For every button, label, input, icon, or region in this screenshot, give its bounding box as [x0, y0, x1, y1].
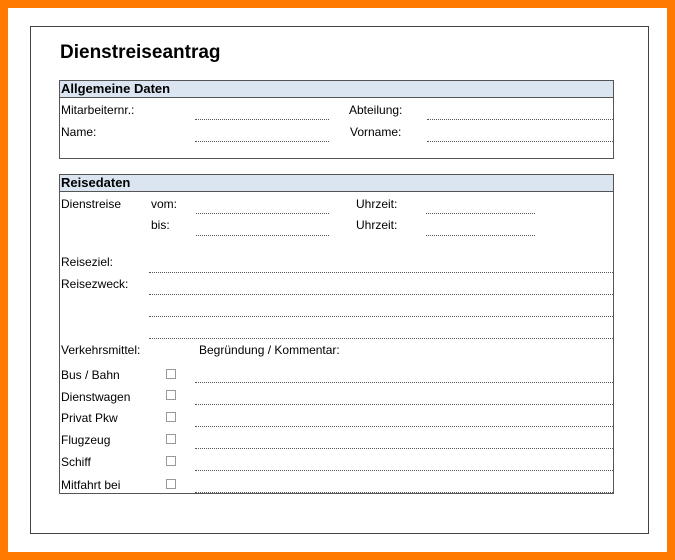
begruendung-label: Begründung / Kommentar:: [199, 343, 340, 357]
comment-field-schiff[interactable]: [195, 470, 613, 471]
verkehrsmittel-label: Verkehrsmittel:: [61, 343, 141, 357]
option-label-flugzeug: Flugzeug: [61, 433, 111, 447]
checkbox-dienstwagen[interactable]: [166, 390, 176, 400]
abteilung-label: Abteilung:: [349, 103, 403, 117]
bis-date-field[interactable]: [196, 235, 329, 236]
section-heading-reisedaten: Reisedaten: [60, 175, 613, 192]
comment-field-dienstwagen[interactable]: [195, 404, 613, 405]
vom-date-field[interactable]: [196, 213, 329, 214]
vom-label: vom:: [151, 197, 178, 211]
section-bottom-border: [59, 493, 614, 494]
comment-field-flugzeug[interactable]: [195, 448, 613, 449]
section-heading-allgemeine-daten: Allgemeine Daten: [60, 81, 613, 98]
uhrzeit-field-2[interactable]: [426, 235, 535, 236]
option-label-schiff: Schiff: [61, 455, 91, 469]
name-label: Name:: [61, 125, 97, 139]
mitarbeiternr-field[interactable]: [195, 119, 329, 120]
option-label-mitfahrt-bei: Mitfahrt bei: [61, 478, 121, 492]
page-title: Dienstreiseantrag: [60, 42, 221, 63]
checkbox-privat-pkw[interactable]: [166, 412, 176, 422]
option-label-privat-pkw: Privat Pkw: [61, 411, 118, 425]
reisezweck-field-line-1[interactable]: [149, 294, 613, 295]
checkbox-schiff[interactable]: [166, 456, 176, 466]
comment-field-privat-pkw[interactable]: [195, 426, 613, 427]
option-label-dienstwagen: Dienstwagen: [61, 390, 131, 404]
vorname-label: Vorname:: [350, 125, 402, 139]
comment-field-mitfahrt-bei[interactable]: [195, 492, 613, 493]
reisezweck-label: Reisezweck:: [61, 277, 129, 291]
comment-field-bus-bahn[interactable]: [195, 382, 613, 383]
uhrzeit-label-1: Uhrzeit:: [356, 197, 398, 211]
checkbox-flugzeug[interactable]: [166, 434, 176, 444]
vorname-field[interactable]: [427, 141, 613, 142]
option-label-bus-bahn: Bus / Bahn: [61, 368, 120, 382]
checkbox-mitfahrt-bei[interactable]: [166, 479, 176, 489]
reiseziel-label: Reiseziel:: [61, 255, 114, 269]
reisezweck-field-line-3[interactable]: [149, 338, 613, 339]
name-field[interactable]: [195, 141, 329, 142]
bis-label: bis:: [151, 218, 170, 232]
reiseziel-field[interactable]: [149, 272, 613, 273]
mitarbeiternr-label: Mitarbeiternr.:: [61, 103, 135, 117]
abteilung-field[interactable]: [427, 119, 613, 120]
section-reisedaten: [59, 174, 614, 494]
checkbox-bus-bahn[interactable]: [166, 369, 176, 379]
dienstreise-label: Dienstreise: [61, 197, 122, 211]
uhrzeit-field-1[interactable]: [426, 213, 535, 214]
uhrzeit-label-2: Uhrzeit:: [356, 218, 398, 232]
reisezweck-field-line-2[interactable]: [149, 316, 613, 317]
